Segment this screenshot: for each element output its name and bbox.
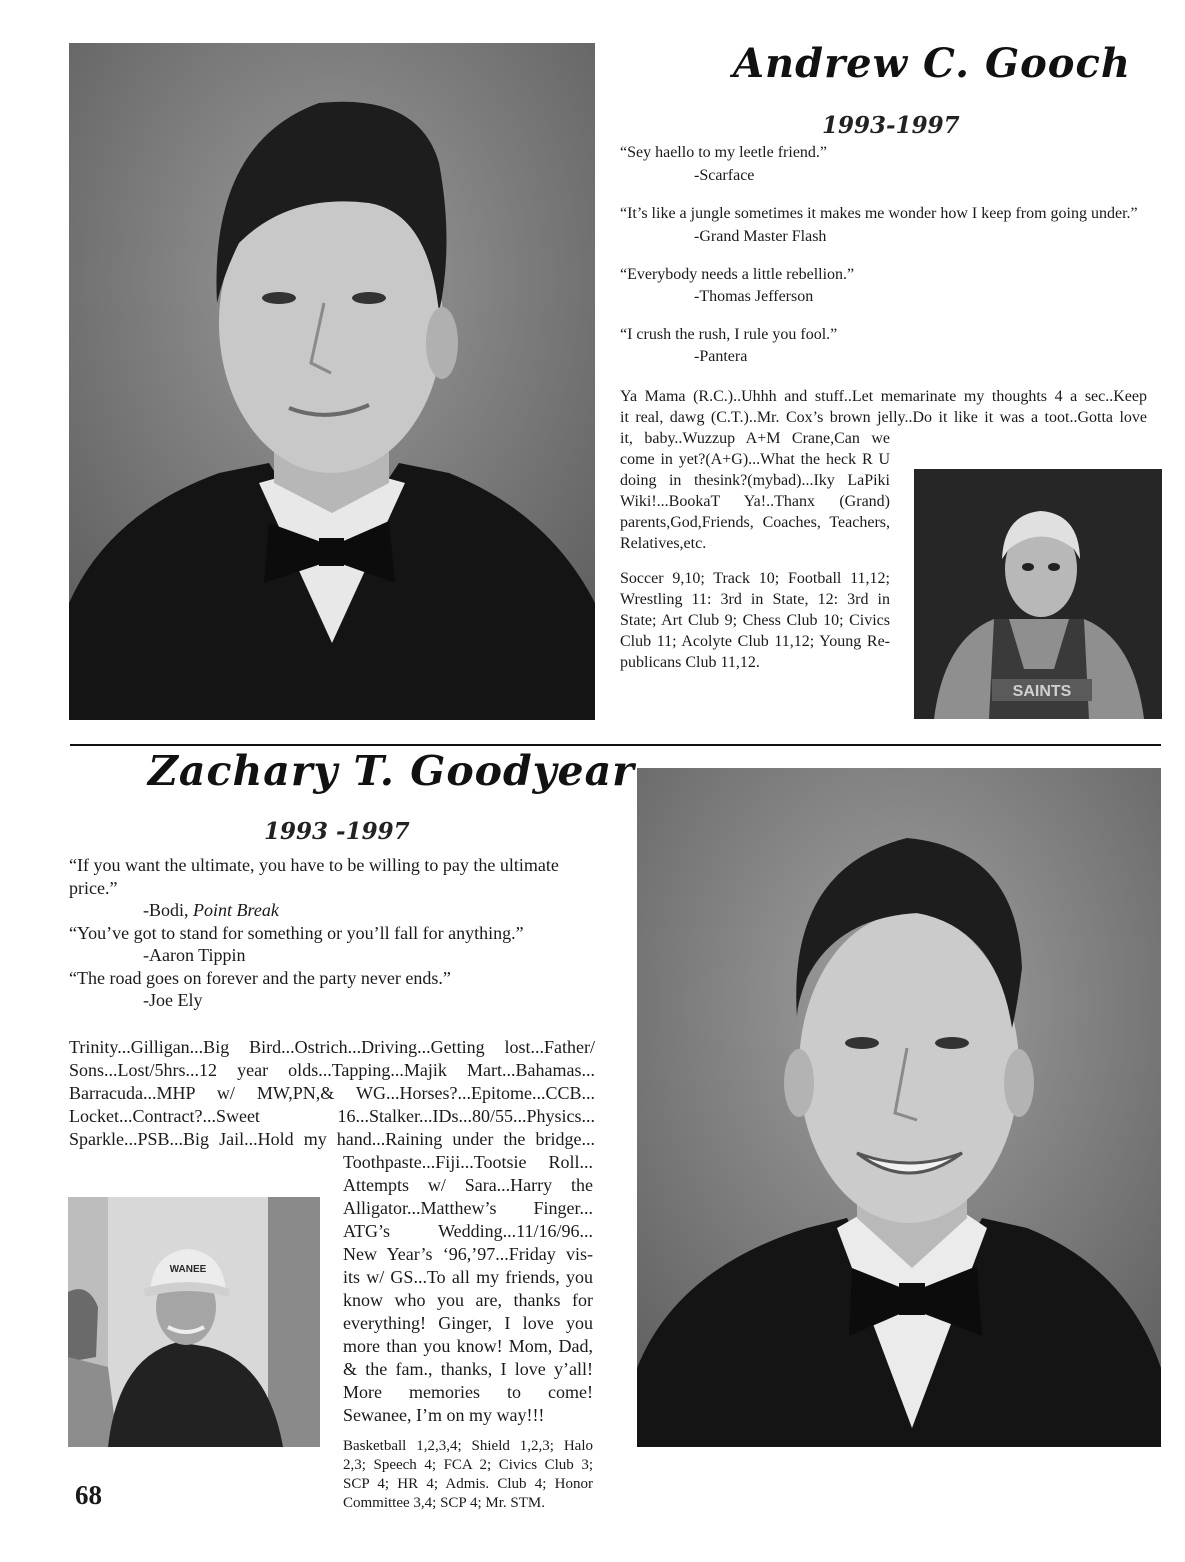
student2-quote-1-attribution: [143, 900, 279, 921]
memories-line: Barracuda...MHP w/ MW,PN,& WG...Horses?...Epitome...CCB...: [69, 1083, 595, 1103]
activities-line: State; Art Club 9; Chess Club 10; Civics: [620, 612, 890, 629]
student2-name: Zachary T. Goodyear: [148, 747, 635, 795]
student2-quote-3: “The road goes on forever and the party never ends.”: [69, 968, 451, 988]
student2-memories-wide: [69, 1036, 595, 1151]
memories-line: Locket...Contract?...Sweet 16...Stalker...IDs...80/55...Physics...: [69, 1106, 595, 1126]
memories-line: Attempts w/ Sara...Harry the: [343, 1175, 593, 1195]
memories-line: & the fam., thanks, I love y’all!: [343, 1359, 593, 1379]
memories-line: Toothpaste...Fiji...Tootsie Roll...: [343, 1152, 593, 1172]
student1-quote-1-attribution: -Scarface: [694, 167, 755, 184]
student2-memories-narrow: [343, 1151, 593, 1427]
memories-line: ATG’s Wedding...11/16/96...: [343, 1221, 593, 1241]
student1-quote-2: “It’s like a jungle sometimes it makes me wonder how I keep from going under.”: [620, 205, 1138, 222]
student1-name: Andrew C. Gooch: [733, 40, 1131, 87]
andrew-portrait-photo: [69, 43, 595, 720]
activities-line: Club 11; Acolyte Club 11,12; Young Re-: [620, 633, 890, 650]
activities-line: publicans Club 11,12.: [620, 654, 760, 671]
zachary-portrait-photo: [637, 768, 1161, 1447]
activities-line: 2,3; Speech 4; FCA 2; Civics Club 3;: [343, 1457, 593, 1473]
page-number: 68: [75, 1480, 102, 1510]
student1-years: 1993-1997: [822, 112, 960, 139]
memories-line: come in yet?(A+G)...What the heck R U: [620, 451, 890, 468]
memories-line: it real, dawg (C.T.)..Mr. Cox’s brown jelly..Do it like it was a toot..Gotta love: [620, 409, 1147, 426]
student2-quote-2-attribution: -Aaron Tippin: [143, 945, 246, 965]
movie-title: Point Break: [193, 900, 279, 920]
memories-line: Sewanee, I’m on my way!!!: [343, 1405, 545, 1425]
memories-line: New Year’s ‘96,’97...Friday vis-: [343, 1244, 593, 1264]
attribution-prefix: -Bodi,: [143, 900, 194, 920]
memories-line: Wiki!...BookaT Ya!..Thanx (Grand): [620, 493, 890, 510]
student1-quote-4: “I crush the rush, I rule you fool.”: [620, 326, 838, 343]
student2-quote-2: “You’ve got to stand for something or you’ll fall for anything.”: [69, 923, 524, 943]
student1-quote-3: “Everybody needs a little rebellion.”: [620, 266, 855, 283]
student1-activities: [620, 568, 890, 673]
student1-quote-2-attribution: -Grand Master Flash: [694, 228, 827, 245]
student2-years: 1993 -1997: [264, 818, 410, 845]
memories-line: it, baby..Wuzzup A+M Crane,Can we: [620, 430, 890, 447]
memories-line: Sparkle...PSB...Big Jail...Hold my hand...Raining under the bridge...: [69, 1129, 595, 1149]
memories-line: Relatives,etc.: [620, 535, 707, 552]
memories-line: parents,God,Friends, Coaches, Teachers,: [620, 514, 890, 531]
memories-line: its w/ GS...To all my friends, you: [343, 1267, 593, 1287]
memories-line: Trinity...Gilligan...Big Bird...Ostrich...Driving...Getting lost...Father/: [69, 1037, 595, 1057]
student2-quote-1-line2: price.”: [69, 878, 118, 898]
student1-quote-4-attribution: -Pantera: [694, 348, 748, 365]
student2-activities: [343, 1437, 593, 1513]
memories-line: Ya Mama (R.C.)..Uhhh and stuff..Let memarinate my thoughts 4 a sec..Keep: [620, 388, 1147, 405]
memories-line: doing in thesink?(mybad)...Iky LaPiki: [620, 472, 890, 489]
student1-quote-1: “Sey haello to my leetle friend.”: [620, 144, 828, 161]
memories-line: Sons...Lost/5hrs...12 year olds...Tapping...Majik Mart...Bahamas...: [69, 1060, 595, 1080]
activities-line: Wrestling 11: 3rd in State, 12: 3rd in: [620, 591, 890, 608]
zachary-candid-photo: [68, 1197, 320, 1447]
activities-line: Basketball 1,2,3,4; Shield 1,2,3; Halo: [343, 1438, 593, 1454]
activities-line: Committee 3,4; SCP 4; Mr. STM.: [343, 1495, 545, 1511]
student1-quote-3-attribution: -Thomas Jefferson: [694, 288, 814, 305]
memories-line: More memories to come!: [343, 1382, 593, 1402]
memories-line: more than you know! Mom, Dad,: [343, 1336, 593, 1356]
andrew-wrestling-photo: [914, 469, 1162, 719]
section-divider: [70, 744, 1161, 746]
activities-line: SCP 4; HR 4; Admis. Club 4; Honor: [343, 1476, 593, 1492]
student2-quote-3-attribution: -Joe Ely: [143, 990, 203, 1010]
singlet-text: SAINTS: [1012, 683, 1072, 700]
student2-quote-1-line1: “If you want the ultimate, you have to be willing to pay the ultimate: [69, 855, 559, 875]
memories-line: know who you are, thanks for: [343, 1290, 593, 1310]
activities-line: Soccer 9,10; Track 10; Football 11,12;: [620, 570, 890, 587]
memories-line: Alligator...Matthew’s Finger...: [343, 1198, 593, 1218]
memories-line: everything! Ginger, I love you: [343, 1313, 593, 1333]
cap-text: WANEE: [169, 1264, 207, 1275]
